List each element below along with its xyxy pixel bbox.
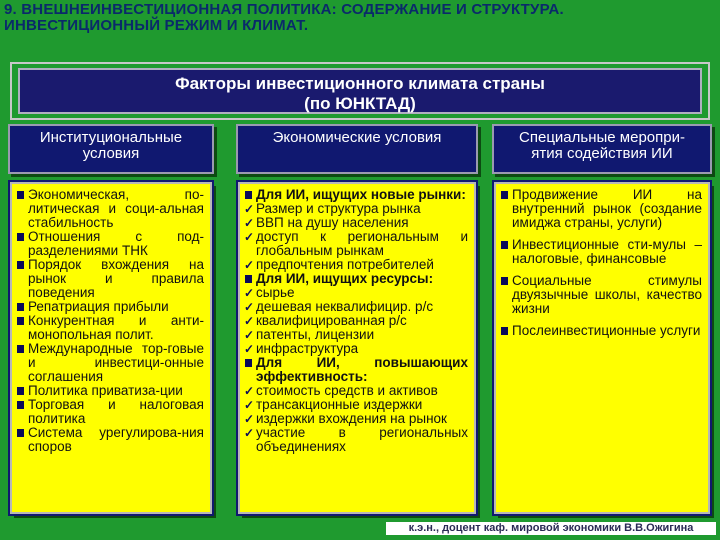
list-item: Международные тор-говые и инвестици-онные соглашения — [16, 342, 204, 384]
slide-title — [4, 2, 716, 34]
column-header-special-measures — [492, 124, 712, 174]
economic-conditions-list — [244, 188, 468, 454]
author-signature: к.э.н., доцент каф. мировой экономики В.В.Ожигина — [386, 522, 716, 535]
list-item: Порядок вхождения на рынок и правила поведения — [16, 258, 204, 300]
list-item: ✓ издержки вхождения на рынок — [244, 412, 468, 426]
special-measures-list — [500, 188, 702, 338]
column-body-economic — [238, 182, 476, 514]
list-item: ✓ ВВП на душу населения — [244, 216, 468, 230]
list-subheading: Для ИИ, повышающих эффективность: — [244, 356, 468, 384]
list-item: Репатриация прибыли — [16, 300, 204, 314]
list-item: Отношения с под-разделениями ТНК — [16, 230, 204, 258]
column-body-institutional — [10, 182, 212, 514]
slide-title-line-1: 9. ВНЕШНЕИНВЕСТИЦИОННАЯ ПОЛИТИКА: СОДЕРЖАНИЕ И СТРУКТУРА. — [4, 1, 564, 18]
list-item: ✓ патенты, лицензии — [244, 328, 468, 342]
list-item: Продвижение ИИ на внутренний рынок (создание имиджа страны, услуги) — [500, 188, 702, 230]
list-item: ✓ доступ к региональным и глобальным рынкам — [244, 230, 468, 258]
list-item: ✓ предпочтения потребителей — [244, 258, 468, 272]
column-header-line: Специальные меропри- — [519, 129, 685, 146]
list-item: ✓ дешевая неквалифицир. р/с — [244, 300, 468, 314]
factors-frame — [10, 62, 710, 120]
list-item: Конкурентная и анти-монопольная полит. — [16, 314, 204, 342]
list-item: Экономическая, по-литическая и соци-альная стабильность — [16, 188, 204, 230]
list-subheading: Для ИИ, ищущих новые рынки: — [244, 188, 468, 202]
list-item: Торговая и налоговая политика — [16, 398, 204, 426]
column-body-special-measures — [494, 182, 710, 514]
column-header-line: Экономические условия — [272, 129, 442, 146]
list-item: ✓ квалифицированная р/с — [244, 314, 468, 328]
list-item: ✓ стоимость средств и активов — [244, 384, 468, 398]
list-item: Политика приватиза-ции — [16, 384, 204, 398]
list-item: Инвестиционные сти-мулы – налоговые, финансовые — [500, 238, 702, 266]
slide-title-line-2: ИНВЕСТИЦИОННЫЙ РЕЖИМ И КЛИМАТ. — [4, 17, 309, 34]
factors-heading-line-1: Факторы инвестиционного климата страны — [175, 74, 545, 93]
column-header-institutional — [8, 124, 214, 174]
column-header-line: ятия содействия ИИ — [531, 145, 673, 162]
factors-heading-box — [18, 68, 702, 114]
institutional-conditions-list — [16, 188, 204, 454]
list-item: Система урегулирова-ния споров — [16, 426, 204, 454]
factors-heading-line-2: (по ЮНКТАД) — [304, 94, 416, 113]
column-header-line: условия — [82, 145, 140, 162]
list-item: ✓ Размер и структура рынка — [244, 202, 468, 216]
list-item: Социальные стимулы двуязычные школы, качество жизни — [500, 274, 702, 316]
list-subheading: Для ИИ, ищущих ресурсы: — [244, 272, 468, 286]
list-item: ✓ трансакционные издержки — [244, 398, 468, 412]
list-item: Послеинвестиционные услуги — [500, 324, 702, 338]
list-item: ✓ сырье — [244, 286, 468, 300]
list-item: ✓ инфраструктура — [244, 342, 468, 356]
list-item: ✓ участие в региональных объединениях — [244, 426, 468, 454]
column-header-economic — [236, 124, 478, 174]
column-header-line: Институциональные — [39, 129, 183, 146]
